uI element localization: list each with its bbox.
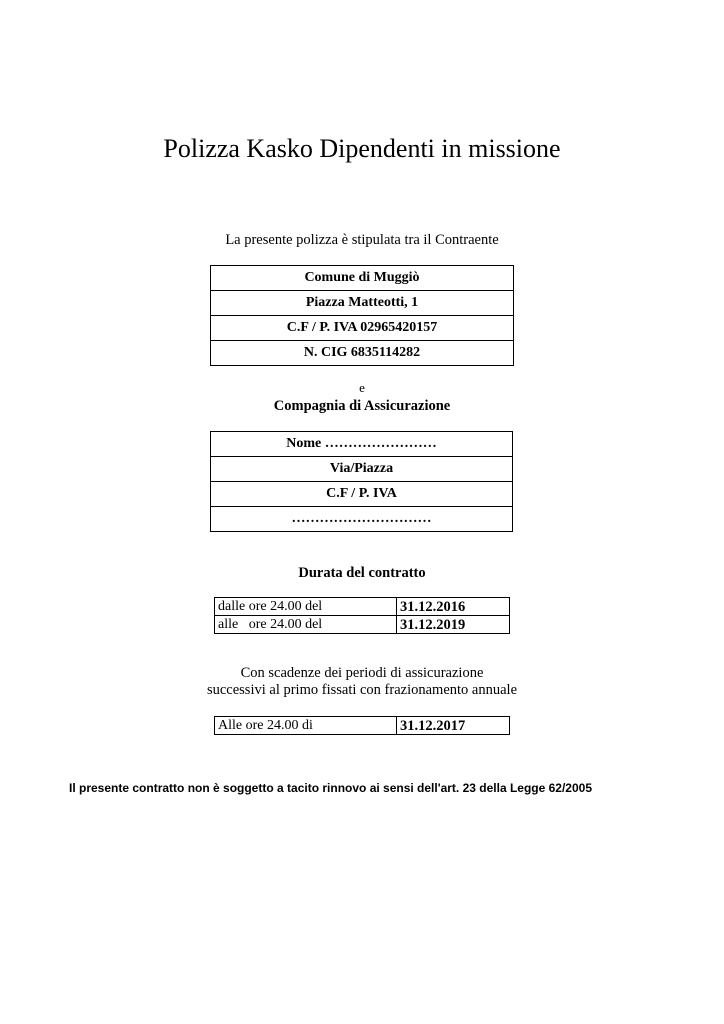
table-row (211, 291, 514, 316)
table-row (211, 457, 513, 482)
conjunction-text: e (359, 380, 365, 395)
contraente-name: Comune di Muggiò (211, 266, 514, 291)
duration-start-label: dalle ore 24.00 del (215, 598, 397, 616)
company-tax-id: C.F / P. IVA (211, 482, 513, 507)
renewal-label: Alle ore 24.00 di (215, 717, 397, 735)
document-title: Polizza Kasko Dipendenti in missione (163, 134, 561, 163)
table-row (211, 316, 514, 341)
duration-heading: Durata del contratto (298, 565, 426, 581)
table-row (215, 598, 510, 616)
renewal-table (214, 716, 510, 735)
duration-start-date: 31.12.2016 (397, 598, 510, 616)
footnote: Il presente contratto non è soggetto a tacito rinnovo ai sensi dell'art. 23 della Legge 62/2005 (69, 781, 592, 795)
company-name: Nome …………………… (211, 432, 513, 457)
contraente-cig: N. CIG 6835114282 (211, 341, 514, 366)
company-table (210, 431, 513, 532)
contraente-table (210, 265, 514, 366)
table-row (211, 341, 514, 366)
company-address: Via/Piazza (211, 457, 513, 482)
periods-text-line: Con scadenze dei periodi di assicurazione (240, 665, 484, 681)
duration-end-date: 31.12.2019 (397, 616, 510, 634)
table-row (215, 717, 510, 735)
periods-text (0, 665, 724, 699)
duration-end-label: alle ore 24.00 del (215, 616, 397, 634)
table-row (211, 507, 513, 532)
contraente-address: Piazza Matteotti, 1 (211, 291, 514, 316)
table-row (211, 432, 513, 457)
table-row (215, 616, 510, 634)
intro-text: La presente polizza è stipulata tra il Contraente (225, 232, 499, 248)
duration-table (214, 597, 510, 634)
contraente-tax-id: C.F / P. IVA 02965420157 (211, 316, 514, 341)
company-heading: Compagnia di Assicurazione (273, 398, 451, 414)
table-row (211, 482, 513, 507)
table-row (211, 266, 514, 291)
company-extra: ………………………… (211, 507, 513, 532)
periods-text-line: successivi al primo fissati con frazionamento annuale (206, 682, 518, 698)
renewal-date: 31.12.2017 (397, 717, 510, 735)
